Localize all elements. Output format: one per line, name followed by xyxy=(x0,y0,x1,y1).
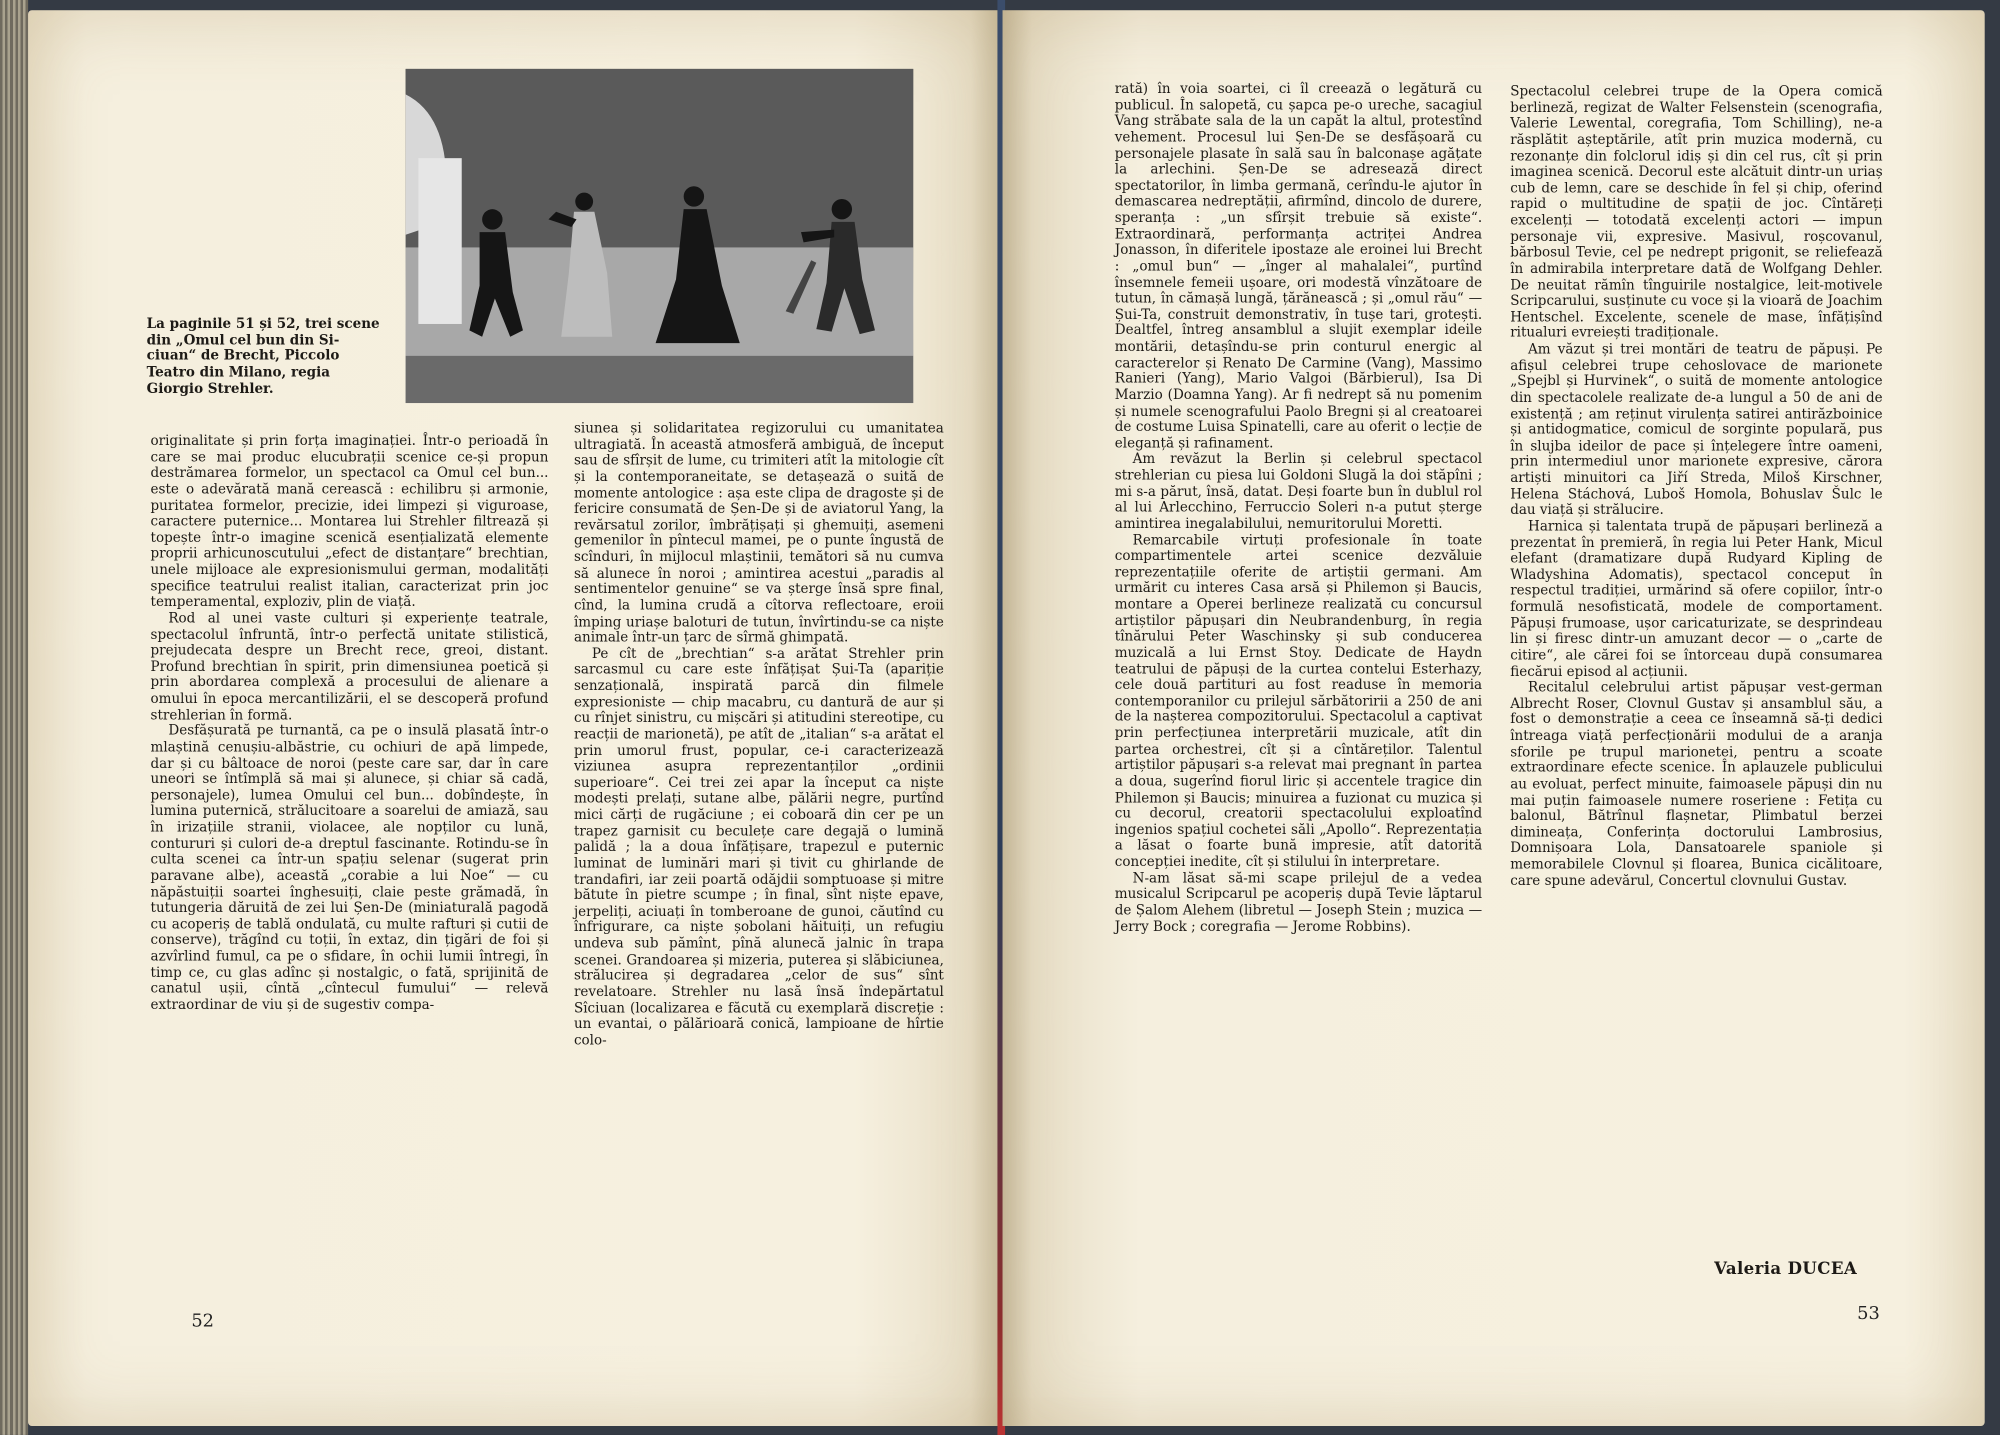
paragraph: Harnica și talentata trupă de păpușari berlineză a prezentat în premieră, în regia lui Peter Hank, Micul elefant (dramatizare după Rudyard Kipling de Wladyshina Adomatis), spectacol conceput în respectul tradiției, urmărind să ofere copiilor, într-o formulă nesofisticată, modele de comportament. Păpuși frumoase, ușor caricaturizate, se desprindeau lin și firesc dintr-un amuzant decor — o „carte de citire“, ale cărei foi se întorceau după consumarea fiecărui episod al acțiunii. xyxy=(1510,518,1883,680)
left-column-1 xyxy=(151,434,549,1014)
paragraph: Am revăzut la Berlin și celebrul spectacol strehlerian cu piesa lui Goldoni Slugă la doi stăpîni ; mi s-a părut, însă, datat. Deși foarte bun în dublul rol al lui Arlecchino, Ferruccio Soleri n-a putut șterge amintirea inegalabilului, nemuritorului Moretti. xyxy=(1114,452,1483,532)
paragraph: rată) în voia soartei, ci îl creează o legătură cu publicul. În salopetă, cu șapca pe-o ureche, sacagiul Vang străbate sala de la un capăt la altul, protestînd vehement. Procesul lui Șen-De se desfășoară cu personajele plasate în sală sau în balconașe agățate la arlechini. Șen-De se adresează direct spectatorilor, în limba germană, cerîndu-le ajutor în demascarea nedreptății, afirmînd, dincolo de durere, speranța : „un sfîrșit trebuie să existe“. Extraordinară, performanța actriței Andrea Jonasson, în diferitele ipostaze ale eroinei lui Brecht : „omul bun“ — „înger al mahalalei“, purtînd însemnele femeii ușoare, ori modestă vînzătoare de tutun, în cămașă lungă, țărănească ; și „omul rău“ — Șui-Ta, construit demonstrativ, în tușe tari, grotești. Dealtfel, întreg ansamblul a slujit exemplar ideile montării, detașîndu-se prin conturul energic al caracterelor și Renato De Carmine (Vang), Massimo Ranieri (Yang), Mario Valgoi (Bărbierul), Isa Di Marzio (Doamna Yang). Ar fi nedrept să nu pomenim și numele scenografului Paolo Bregni și al creatoarei de costume Luisa Spinatelli, care au oferit o lecție de eleganță și rafinament. xyxy=(1114,81,1483,452)
paragraph: siunea și solidaritatea regizorului cu umanitatea ultragiată. În această atmosferă ambiguă, de început sau de sfîrșit de lume, cu trimiteri atît la mitologie cît și la contemporaneitate, se detașează o suită de momente antologice : așa este clipa de dragoste și de fericire consumată de Șen-De și de aviatorul Yang, la revărsatul zorilor, îmbrățișați și ghemuiți, asemeni gemenilor în pîntecul mamei, pe o punte îngustă de scînduri, în mijlocul mlaștinii, temători să nu cumva să alunece în noroi ; amintirea acestui „paradis al sentimentelor genuine“ se va șterge însă spre final, cînd, la lumina crudă a cîtorva reflectoare, eroii împing uriașe baloturi de tutun, învîrtindu-se ca niște animale într-un țarc de sîrmă ghimpată. xyxy=(573,420,944,646)
left-column-2 xyxy=(574,421,944,1049)
page-number-right: 53 xyxy=(1857,1303,1880,1324)
paragraph: Am văzut și trei montări de teatru de păpuși. Pe afișul celebrei trupe cehoslovace de marionete „Spejbl și Hurvinek“, o suită de momente antologice din spectacolele realizate de-a lungul a 50 de ani de existență ; am reținut virulența satirei antirăzboinice și antidogmatice, comicul de sorginte populară, pus în slujba ideilor de pace și înțelegere între oameni, prin intermediul unor marionete expresive, cărora artiști minuitori ca Jiří Streda, Miloš Kirschner, Helena Stáchová, Luboš Homola, Bohuslav Šulc le dau viață și strălucire. xyxy=(1510,341,1883,519)
article-author: Valeria DUCEA xyxy=(1714,1260,1858,1280)
page-number-left: 52 xyxy=(191,1311,215,1332)
photo-caption: La paginile 51 și 52, trei scene din „Omul cel bun din Si- ciuan“ de Brecht, Piccolo Teatro din Milano, regia Giorgio Strehler. xyxy=(146,316,380,397)
paragraph: N-am lăsat să-mi scape prilejul de a vedea musicalul Scripcarul pe acoperiș după Tevie lăptarul de Șalom Alehem (libretul — Joseph Stein ; muzica — Jerry Bock ; coregrafia — Jerome Robbins). xyxy=(1114,870,1483,935)
right-column-1 xyxy=(1115,82,1482,935)
paragraph: Recitalul celebrului artist păpușar vest-german Albrecht Roser, Clovnul Gustav și ansamblul său, a fost o demonstrație a ceea ce înseamnă să-ți dedici întreaga viață perfecționării modului de a aranja sforile pe trupul marionetei, pentru a scoate extraordinare efecte scenice. În aplauzele publicului au evoluat, perfect minuite, faimoasele păpuși din nu mai puțin faimoasele numere roseriene : Fetița cu balonul, Bătrînul flașnetar, Plimbatul berzei dimineața, Conferința doctorului Lambrosius, Domnișoara Lola, Dansatoarele spaniole și memorabilele Clovnul și floarea, Bunica cicălitoare, care spune adevărul, Concertul clovnului Gustav. xyxy=(1510,680,1883,889)
right-column-2 xyxy=(1510,84,1882,889)
paragraph: Remarcabile virtuți profesionale în toate compartimentele artei scenice dezvăluie reprezentațiile oferite de artiștii germani. Am urmărit cu interes Casa arsă și Philemon și Baucis, montare a Operei berlineze realizată cu concursul artiștilor păpușari din Neubrandenburg, în regia tînărului Peter Waschinsky și sub conducerea muzicală a lui Ernst Stoy. Dedicate de Haydn teatrului de păpuși de la curtea contelui Esterhazy, cele două partituri au fost readuse în memoria contemporanilor cu prilejul sărbătoririi a 250 de ani de la nașterea compozitorului. Spectacolul a captivat prin perfecțiunea interpretării muzicale, atît din partea orchestrei, cît și a cîntăreților. Talentul artiștilor păpușari s-a relevat mai pregnant în partea a doua, sugerînd fiorul liric și accentele tragice din Philemon și Baucis; minuirea a fuzionat cu muzica și cu decorul, creatorii spectacolului exploatînd ingenios spațiul cochetei săli „Apollo“. Reprezentația a lăsat o foarte bună impresie, atît datorită concepției inedite, cît și stilului în interpretare. xyxy=(1114,532,1483,870)
stage-photo xyxy=(406,69,914,403)
page-edges xyxy=(0,0,28,1435)
paragraph: Pe cît de „brechtian“ s-a arătat Strehler prin sarcasmul cu care este înfățișat Șui-Ta (apariție senzațională, inspirată parcă din filmele expresioniste — chip macabru, cu dantură de aur și cu rînjet sinistru, cu mișcări și atitudini stereotipe, cu reacții de marionetă), pe atît de „italian“ s-a arătat el prin umorul frust, popular, ce-i caracterizează viziunea asupra reprezentanților „ordinii superioare“. Cei trei zei apar la început ca niște modești prelați, sutane albe, pălării negre, purtînd mici cărți de rugăciune ; ei coboară din cer pe un trapez garnisit cu beculețe care degajă o lumină palidă ; la a doua înfățișare, trapezul e puternic luminat de luminări mari și tivit cu ghirlande de trandafiri, iar zeii poartă odăjdii somptuoase și mitre bătute în pietre scumpe ; în final, sînt niște epave, jerpeliți, aciuați în tomberoane de gunoi, căutînd cu înfrigurare, ca niște șobolani hăituiți, un refugiu undeva sub pămînt, pînă alunecă jalnic în trapa scenei. Grandoarea și mizeria, puterea și slăbiciunea, strălucirea și degradarea „celor de sus“ sînt revelatoare. Strehler nu lasă însă îndepărtatul Sîciuan (localizarea e făcută cu exemplară discreție : un evantai, o pălărioară conică, lampioane de hîrtie colo- xyxy=(573,646,944,1049)
paragraph: Spectacolul celebrei trupe de la Opera comică berlineză, regizat de Walter Felsenstein (scenografia, Valerie Lewental, coregrafia, Tom Schilling), ne-a răsplătit așteptările, atît prin muzica modernă, cu rezonanțe din folclorul idiș și din cel rus, cît și prin imaginea scenică. Decorul este alcătuit dintr-un uriaș cub de lemn, care se deschide în fel și chip, oferind rapid o multitudine de spații de joc. Cîntăreți excelenți — totodată excelenți actori — impun personaje vii, expresive. Masivul, roșcovanul, bărbosul Tevie, cel pe nedrept prigonit, se reliefează în admirabila interpretare dată de Wolfgang Dehler. De neuitat rămîn tînguirile nostalgice, leit-motivele Scripcarului, susținute cu voce și la vioară de Joachim Hentschel. Excelente, scenele de mase, înfățișînd ritualuri evreiești tradiționale. xyxy=(1510,84,1883,342)
stage-photo-image xyxy=(406,69,914,403)
paragraph: Desfășurată pe turnantă, ca pe o insulă plasată într-o mlaștină cenușiu-albăstrie, cu ochiuri de apă limpede, dar și cu bâltoace de noroi (peste care sar, dar în care uneori se întîmplă să mai și alunece, și chiar să cadă, personajele), lumea Omului cel bun... dobîndește, în lumina puternică, strălucitoare a soarelui de amiază, sau în irizațiile stranii, violacee, ale nopților cu lună, contururi și culori de-a dreptul fascinante. Rotindu-se în culta scenei ca într-un spațiu selenar (sugerat prin paravane albe), această „corabie a lui Noe“ — cu năpăstuiții soartei înghesuiți, claie peste grămadă, în tutungeria dăruită de zei lui Șen-De (miniaturală pagodă cu acoperiș de tablă ondulată, cu multe rafturi și cutii de conserve), trăgînd cu toții, în extaz, din țigări de foi și azvîrlind fumul, ca pe o sfidare, în ochii lumii întregi, în timp ce, cu glas adînc și nostalgic, o fată, sprijinită de canatul ușii, cîntă „cîntecul fumului“ — relevă extraordinar de viu și de sugestiv compa- xyxy=(150,723,549,1013)
paragraph: Rod al unei vaste culturi și experiențe teatrale, spectacolul înfruntă, într-o perfectă unitate stilistică, prejudecata despre un Brecht rece, greoi, distant. Profund brechtian în spirit, prin dimensiunea poetică și prin abordarea complexă a procesului de alienare a omului în epoca mercantilizării, el se descoperă profund strehlerian în formă. xyxy=(150,610,549,723)
paragraph: originalitate și prin forța imaginației. Într-o perioadă în care se mai produc elucubrații scenice ce-și propun destrămarea formelor, un spectacol ca Omul cel bun... este o adevărată mană cerească : echilibru și armonie, puritatea formelor, precizie, idei limpezi și viguroase, caractere puternice... Montarea lui Strehler filtrează și topește într-o imagine scenică esențializată elemente proprii arhicunoscutului „efect de distanțare“ brechtian, unele mijloace ale expresionismului german, modalități specifice teatrului realist italian, caracterizat prin joc temperamental, exploziv, plin de viață. xyxy=(150,433,549,611)
